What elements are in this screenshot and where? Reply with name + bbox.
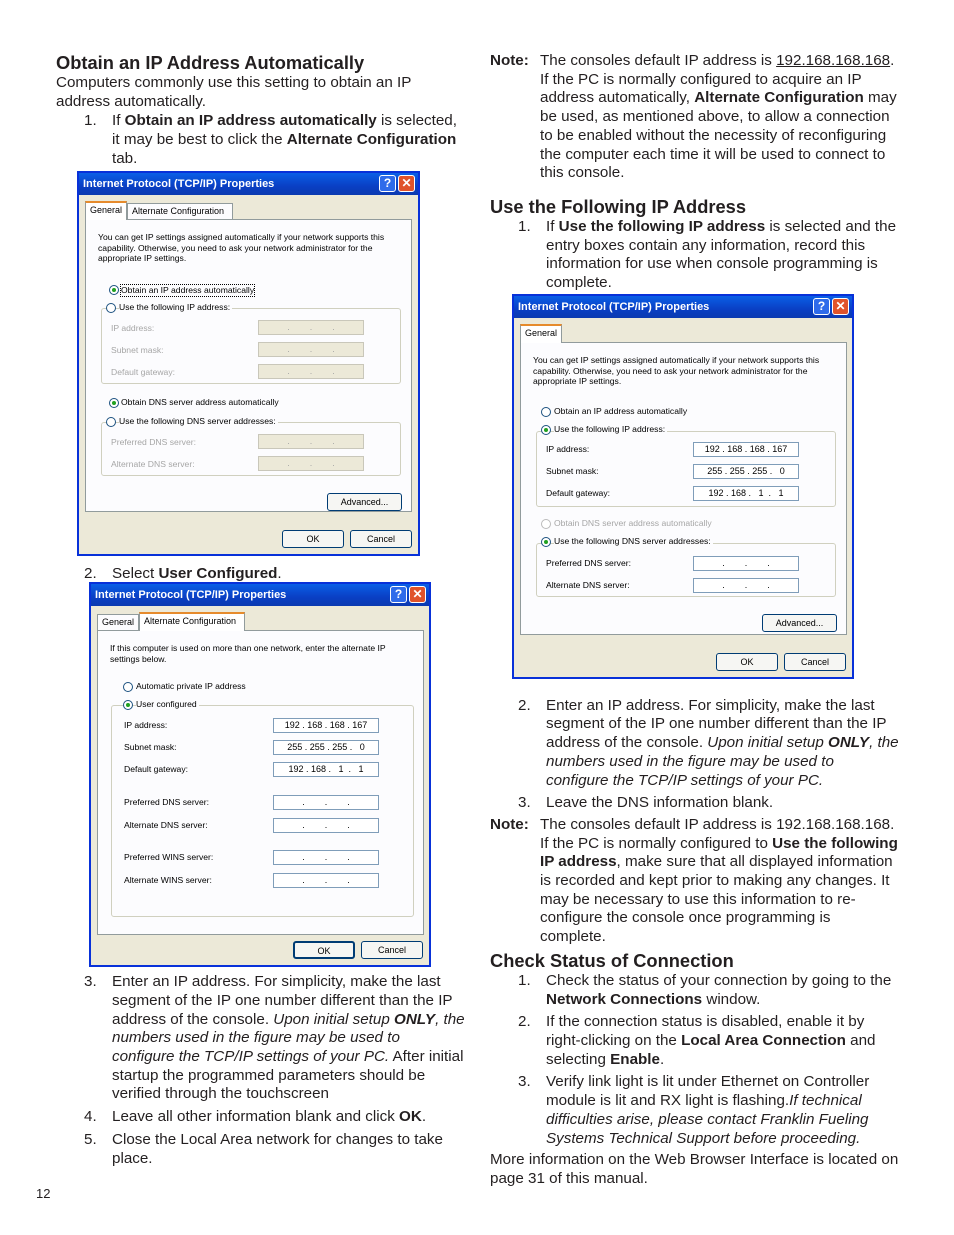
tab-general[interactable]: General [97, 614, 139, 630]
alternate-wins-field[interactable]: . . . [273, 873, 379, 888]
step-5 [56, 1131, 466, 1168]
step-number: 4. [84, 1108, 97, 1126]
ip-address-label: IP address: [124, 720, 168, 730]
advanced-button[interactable]: Advanced... [762, 614, 837, 632]
default-gateway-field[interactable]: . . . [258, 364, 364, 379]
step-1 [56, 112, 466, 168]
radio-label: User configured [136, 699, 197, 709]
ip-address-field[interactable]: . . . [258, 320, 364, 335]
info-text: If this computer is used on more than one network, enter the alternate IP settings below. [110, 643, 386, 664]
preferred-dns-label: Preferred DNS server: [546, 558, 632, 568]
note-default-ip-1 [490, 52, 900, 183]
note-label: Note: [490, 52, 529, 69]
step-2 [490, 1013, 900, 1069]
help-icon[interactable]: ? [379, 175, 396, 192]
step-text: Select User Configured. [112, 564, 282, 582]
ip-address-field[interactable]: 192 . 168 . 168 . 167 [693, 442, 799, 457]
radio-obtain-ip-auto[interactable] [541, 407, 551, 417]
title-bar [79, 173, 418, 195]
step-text: If Use the following IP address is selected and the entry boxes contain any information, record this information for use when console programming is complete. [546, 217, 897, 292]
cancel-button[interactable]: Cancel [784, 653, 846, 671]
tab-panel [97, 630, 424, 935]
radio-label: Use the following IP address: [119, 302, 231, 312]
tab-general[interactable]: General [85, 201, 127, 220]
default-gateway-field[interactable]: 192 . 168 . 1 . 1 [273, 762, 379, 777]
subnet-mask-field[interactable]: 255 . 255 . 255 . 0 [273, 740, 379, 755]
default-gateway-label: Default gateway: [124, 764, 189, 774]
alternate-dns-label: Alternate DNS server: [124, 820, 208, 830]
subnet-mask-label: Subnet mask: [111, 345, 164, 355]
tab-panel [520, 342, 847, 635]
step-number: 1. [518, 971, 531, 989]
advanced-button[interactable]: Advanced... [327, 493, 402, 511]
alternate-dns-field[interactable]: . . . [273, 818, 379, 833]
step-number: 3. [518, 1073, 531, 1091]
close-icon[interactable]: ✕ [409, 586, 426, 603]
tab-alternate-configuration[interactable]: Alternate Configuration [127, 203, 233, 219]
step-number: 1. [518, 217, 531, 235]
footer-text: More information on the Web Browser Interface is located on page 31 of this manual. [490, 1151, 899, 1187]
step-3 [490, 794, 900, 813]
radio-label: Obtain an IP address automatically [121, 285, 255, 295]
step-1 [490, 972, 900, 1009]
radio-use-following-dns[interactable] [541, 537, 551, 547]
tcpip-dialog-static-ip [512, 294, 854, 679]
intro-paragraph: Computers commonly use this setting to obtain an IP address automatically. [56, 74, 412, 110]
preferred-dns-label: Preferred DNS server: [124, 797, 210, 807]
ok-button[interactable]: OK [716, 653, 778, 671]
ok-button[interactable]: OK [293, 941, 355, 959]
radio-use-following-ip[interactable] [106, 303, 116, 313]
alternate-dns-field[interactable]: . . . [693, 578, 799, 593]
radio-label: Obtain an IP address automatically [554, 406, 688, 416]
step-number: 3. [84, 973, 97, 991]
radio-obtain-dns-auto[interactable] [109, 398, 119, 408]
heading-obtain-ip-automatically: Obtain an IP Address Automatically [56, 52, 365, 73]
radio-label: Use the following IP address: [554, 424, 666, 434]
step-text: Enter an IP address. For simplicity, make the last segment of the IP one number different than the IP address of the console. Upon initial setup ONLY, the numbers used in the figure may be used to configure the TCP/IP settings of your PC. After initial startup the programmed parameters should be verified through the touchscreen [112, 973, 465, 1103]
radio-label: Obtain DNS server address automatically [554, 518, 712, 528]
radio-label: Obtain DNS server address automatically [121, 397, 279, 407]
preferred-dns-field[interactable]: . . . [258, 434, 364, 449]
step-number: 5. [84, 1130, 97, 1148]
step-2 [56, 565, 466, 584]
tcpip-dialog-general-auto [77, 171, 420, 556]
info-text: You can get IP settings assigned automatically if your network supports this capability. Otherwise, you need to ask your network administrator for the appropriate IP settings. [533, 355, 820, 386]
note-default-ip-2 [490, 816, 900, 947]
close-icon[interactable]: ✕ [832, 298, 849, 315]
alternate-dns-label: Alternate DNS server: [111, 459, 195, 469]
heading-use-following-ip: Use the Following IP Address [490, 195, 746, 217]
help-icon[interactable]: ? [390, 586, 407, 603]
alternate-wins-label: Alternate WINS server: [124, 875, 212, 885]
preferred-wins-label: Preferred WINS server: [124, 852, 214, 862]
help-icon[interactable]: ? [813, 298, 830, 315]
subnet-mask-label: Subnet mask: [124, 742, 177, 752]
dialog-title: Internet Protocol (TCP/IP) Properties [518, 301, 710, 313]
step-text: Close the Local Area network for changes to take place. [112, 1130, 443, 1167]
dialog-title: Internet Protocol (TCP/IP) Properties [95, 589, 287, 601]
ip-address-label: IP address: [111, 323, 155, 333]
step-3 [56, 973, 466, 1104]
note-label: Note: [490, 815, 529, 833]
dialog-title: Internet Protocol (TCP/IP) Properties [83, 178, 275, 190]
subnet-mask-field[interactable]: 255 . 255 . 255 . 0 [693, 464, 799, 479]
close-icon[interactable]: ✕ [398, 175, 415, 192]
note-text: The consoles default IP address is 192.168.168.168. If the PC is normally configured to Use the following IP address, make sure that all displayed information is recorded and kept prior to making any changes. It may be necessary to use this information to re-configure the console once programming is complete. [540, 815, 898, 946]
radio-automatic-private-ip[interactable] [123, 682, 133, 692]
step-text: If the connection status is disabled, enable it by right-clicking on the Local Area Connection and selecting Enable. [546, 1013, 876, 1068]
subnet-mask-label: Subnet mask: [546, 466, 599, 476]
radio-use-following-dns[interactable] [106, 417, 116, 427]
default-gateway-field[interactable]: 192 . 168 . 1 . 1 [693, 486, 799, 501]
tab-panel [85, 219, 412, 512]
tab-alternate-configuration[interactable]: Alternate Configuration [139, 612, 245, 631]
title-bar [514, 296, 852, 318]
ip-address-label: IP address: [546, 444, 590, 454]
step-text: Verify link light is lit under Ethernet on Controller module is lit and RX light is flashing.If technical difficulties arise, please contact Franklin Fueling Systems Technical Support before proceeding. [546, 1073, 870, 1147]
ok-button[interactable]: OK [282, 530, 344, 548]
heading-check-status: Check Status of Connection [490, 949, 734, 971]
step-number: 3. [518, 794, 531, 812]
radio-label: Use the following DNS server addresses: [554, 536, 711, 546]
cancel-button[interactable]: Cancel [350, 530, 412, 548]
radio-label: Automatic private IP address [136, 681, 246, 691]
preferred-dns-field[interactable]: . . . [693, 556, 799, 571]
radio-user-configured[interactable] [123, 700, 133, 710]
title-bar [91, 584, 429, 606]
ip-address-field[interactable]: 192 . 168 . 168 . 167 [273, 718, 379, 733]
step-text: If Obtain an IP address automatically is selected, it may be best to click the Alternate Configuration tab. [112, 112, 457, 167]
step-text: Leave all other information blank and click OK. [112, 1108, 427, 1126]
radio-label: Use the following DNS server addresses: [119, 416, 276, 426]
step-text: Enter an IP address. For simplicity, make the last segment of the IP one number different than the IP address of the console. Upon initial setup ONLY, the numbers used in the figure may be used to configure the TCP/IP settings of your PC. [546, 696, 899, 789]
subnet-mask-field[interactable]: . . . [258, 342, 364, 357]
alternate-dns-label: Alternate DNS server: [546, 580, 630, 590]
step-number: 1. [84, 112, 97, 130]
step-number: 2. [518, 1013, 531, 1031]
step-number: 2. [84, 564, 97, 582]
preferred-dns-field[interactable]: . . . [273, 795, 379, 810]
cancel-button[interactable]: Cancel [361, 941, 423, 959]
note-text: The consoles default IP address is 192.168.168.168. If the PC is normally configured to acquire an IP address automatically, Alternate Configuration may be used, as mentioned above, to allow a connection to be enabled without the necessity of reconfiguring the computer each time it will be used to connect to this console. [540, 52, 897, 182]
step-1 [490, 218, 900, 293]
alternate-dns-field[interactable]: . . . [258, 456, 364, 471]
step-4 [56, 1108, 466, 1127]
tcpip-dialog-alternate-config [89, 582, 431, 967]
tab-general[interactable]: General [520, 324, 562, 343]
info-text: You can get IP settings assigned automatically if your network supports this capability. Otherwise, you need to ask your network administrator for the appropriate IP settings. [98, 232, 385, 263]
radio-obtain-dns-auto[interactable] [541, 519, 551, 529]
page-number: 12 [36, 1186, 51, 1201]
step-text: Check the status of your connection by going to the Network Connections window. [546, 971, 892, 1008]
radio-use-following-ip[interactable] [541, 425, 551, 435]
preferred-dns-label: Preferred DNS server: [111, 437, 197, 447]
default-gateway-label: Default gateway: [546, 488, 611, 498]
step-text: Leave the DNS information blank. [546, 794, 774, 812]
step-2 [490, 697, 900, 791]
step-3 [490, 1073, 900, 1148]
step-number: 2. [518, 696, 531, 714]
radio-obtain-ip-auto[interactable] [109, 285, 119, 295]
default-gateway-label: Default gateway: [111, 367, 176, 377]
preferred-wins-field[interactable]: . . . [273, 850, 379, 865]
